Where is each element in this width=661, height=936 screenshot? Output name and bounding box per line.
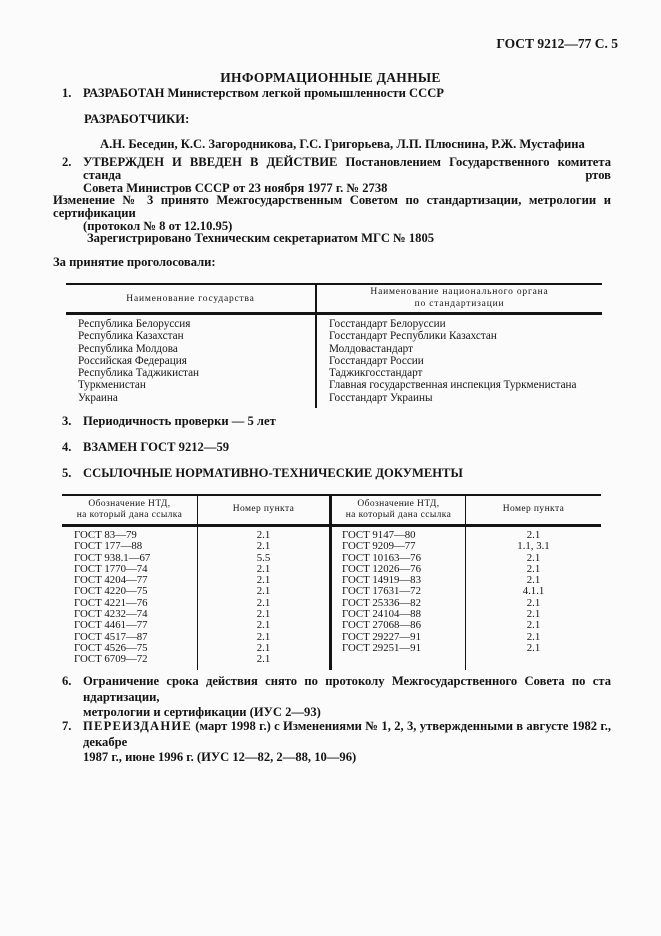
references-table-header bbox=[62, 496, 601, 527]
clause-cell: 2.1 bbox=[526, 551, 541, 564]
section-6-number: 6. bbox=[62, 674, 72, 688]
gost-cell: ГОСТ 4204—77 bbox=[62, 575, 198, 586]
votes-table-body bbox=[66, 315, 602, 408]
gost-cell: ГОСТ 24104—88 bbox=[332, 609, 466, 620]
org-cell: Госстандарт Украины bbox=[329, 391, 433, 404]
refs-header-ntd-left bbox=[62, 496, 198, 524]
section-3 bbox=[62, 414, 611, 430]
country-cell: Республика Молдова bbox=[66, 343, 317, 355]
votes-label: За принятие проголосовали: bbox=[53, 255, 216, 269]
references-table-body bbox=[62, 527, 601, 670]
refs-header-num-right bbox=[466, 496, 601, 524]
votes-header-org-line1: Наименование национального органа bbox=[370, 287, 549, 297]
references-table bbox=[62, 494, 601, 670]
gost-cell: ГОСТ 177—88 bbox=[62, 541, 198, 552]
registered-note: Зарегистрировано Техническим секретариатом МГС № 1805 bbox=[87, 231, 435, 245]
amendment-line2: (протокол № 8 от 12.10.95) bbox=[83, 218, 233, 233]
clause-cell: 2.1 bbox=[198, 609, 332, 620]
section-3-text: Периодичность проверки — 5 лет bbox=[83, 414, 276, 428]
section-7 bbox=[62, 719, 611, 766]
table-row bbox=[66, 379, 602, 391]
clause-cell: 2.1 bbox=[198, 632, 332, 643]
table-row bbox=[62, 620, 601, 631]
gost-cell: ГОСТ 9147—80 bbox=[332, 527, 466, 541]
section-6-line2: метрологии и сертификации (ИУС 2—93) bbox=[83, 705, 321, 719]
clause-cell: 2.1 bbox=[526, 641, 541, 654]
table-row bbox=[66, 343, 602, 355]
country-cell: Украина bbox=[66, 392, 317, 408]
clause-cell: 2.1 bbox=[198, 620, 332, 631]
gost-cell: ГОСТ 12026—76 bbox=[332, 564, 466, 575]
gost-cell: ГОСТ 29251—91 bbox=[332, 643, 466, 654]
clause-cell: 2.1 bbox=[526, 619, 541, 632]
table-row bbox=[66, 355, 602, 367]
section-4-text: ВЗАМЕН ГОСТ 9212—59 bbox=[83, 440, 230, 454]
section-5 bbox=[62, 466, 611, 482]
country-cell: Республика Казахстан bbox=[66, 330, 317, 342]
gost-cell: ГОСТ 4517—87 bbox=[62, 632, 198, 643]
section-4 bbox=[62, 440, 611, 456]
section-5-number: 5. bbox=[62, 466, 72, 480]
table-row bbox=[66, 367, 602, 379]
gost-cell: ГОСТ 27068—86 bbox=[332, 620, 466, 631]
section-4-number: 4. bbox=[62, 440, 72, 454]
section-7-line2: 1987 г., июне 1996 г. (ИУС 12—82, 2—88, 10—96) bbox=[83, 750, 357, 764]
table-row bbox=[62, 654, 601, 665]
org-cell: Главная государственная инспекция Туркменистана bbox=[329, 379, 577, 392]
clause-cell: 5.5 bbox=[198, 553, 332, 564]
developers-names: А.Н. Беседин, К.С. Загородникова, Г.С. Григорьева, Л.П. Плюснина, Р.Ж. Мустафина bbox=[100, 137, 585, 151]
refs-header-ntd-right-line1: Обозначение НТД, bbox=[357, 498, 440, 509]
org-cell: Молдовастандарт bbox=[329, 342, 414, 355]
section-2-line1: УТВЕРЖДЕН И ВВЕДЕН В ДЕЙСТВИЕ Постановлением Государственного комитета станда ртов bbox=[83, 155, 611, 182]
section-5-text: ССЫЛОЧНЫЕ НОРМАТИВНО-ТЕХНИЧЕСКИЕ ДОКУМЕНТЫ bbox=[83, 466, 463, 480]
org-cell: Таджикгосстандарт bbox=[329, 367, 423, 380]
section-3-number: 3. bbox=[62, 414, 72, 428]
org-cell: Госстандарт Белоруссии bbox=[329, 318, 446, 330]
section-1-number: 1. bbox=[62, 86, 72, 100]
gost-cell: ГОСТ 9209—77 bbox=[332, 541, 466, 552]
clause-cell: 2.1 bbox=[198, 564, 332, 575]
section-7-line1-rest: (март 1998 г.) с Изменениями № 1, 2, 3, утвержденными в августе 1982 г., декабре bbox=[83, 719, 611, 749]
clause-cell: 2.1 bbox=[198, 643, 332, 654]
votes-table-header bbox=[66, 285, 602, 315]
clause-cell: 2.1 bbox=[526, 596, 541, 609]
clause-cell: 2.1 bbox=[526, 529, 541, 541]
section-7-line1 bbox=[83, 719, 611, 750]
table-row bbox=[66, 392, 602, 404]
gost-cell: ГОСТ 29227—91 bbox=[332, 632, 466, 643]
clause-cell: 4.1.1 bbox=[522, 585, 545, 598]
gost-cell bbox=[332, 654, 466, 669]
refs-header-ntd-right-line2: на который дана ссылка bbox=[345, 510, 452, 520]
section-1 bbox=[62, 86, 611, 102]
refs-header-ntd-right bbox=[332, 496, 466, 524]
org-cell: Госстандарт Республики Казахстан bbox=[329, 330, 497, 343]
gost-cell: ГОСТ 4221—76 bbox=[62, 598, 198, 609]
gost-cell: ГОСТ 83—79 bbox=[62, 527, 198, 541]
gost-cell: ГОСТ 6709—72 bbox=[62, 654, 198, 669]
votes-table bbox=[66, 283, 602, 408]
amendment-line1: Изменение № 3 принято Межгосударственным Советом по стандартизации, метрологии и сертификации bbox=[53, 193, 611, 220]
page-title: ИНФОРМАЦИОННЫЕ ДАННЫЕ bbox=[220, 70, 441, 85]
votes-header-org-line2: по стандартизации bbox=[414, 298, 505, 309]
gost-cell: ГОСТ 25336—82 bbox=[332, 598, 466, 609]
clause-cell: 1.1, 3.1 bbox=[517, 540, 550, 553]
section-2-line2: Совета Министров СССР от 23 ноября 1977 г. № 2738 bbox=[83, 180, 388, 195]
section-6 bbox=[62, 674, 611, 721]
amendment-note bbox=[53, 194, 611, 232]
gost-cell: ГОСТ 4220—75 bbox=[62, 586, 198, 597]
clause-cell bbox=[466, 654, 601, 669]
gost-cell: ГОСТ 4461—77 bbox=[62, 620, 198, 631]
votes-header-org bbox=[317, 285, 602, 312]
section-6-line1: Ограничение срока действия снято по протоколу Межгосударственного Совета по ста ндартизации, bbox=[83, 674, 611, 704]
clause-cell: 2.1 bbox=[198, 527, 332, 541]
gost-cell: ГОСТ 4232—74 bbox=[62, 609, 198, 620]
table-row bbox=[66, 318, 602, 330]
gost-cell: ГОСТ 4526—75 bbox=[62, 643, 198, 654]
country-cell: Туркменистан bbox=[66, 379, 317, 391]
clause-cell: 2.1 bbox=[526, 608, 541, 621]
country-cell: Республика Таджикистан bbox=[66, 367, 317, 379]
clause-cell: 2.1 bbox=[198, 586, 332, 597]
refs-header-num-right-text: Номер пункта bbox=[502, 504, 565, 515]
section-2 bbox=[62, 156, 611, 194]
country-cell: Российская Федерация bbox=[66, 355, 317, 367]
refs-header-num-left-text: Номер пункта bbox=[232, 504, 295, 515]
doc-reference: ГОСТ 9212—77 С. 5 bbox=[496, 36, 618, 51]
refs-header-ntd-left-line1: Обозначение НТД, bbox=[88, 498, 171, 509]
section-1-text: РАЗРАБОТАН Министерством легкой промышленности СССР bbox=[83, 86, 444, 100]
clause-cell: 2.1 bbox=[526, 574, 541, 587]
table-row bbox=[66, 330, 602, 342]
org-cell: Госстандарт России bbox=[329, 354, 424, 367]
section-2-number: 2. bbox=[62, 155, 72, 169]
gost-cell: ГОСТ 14919—83 bbox=[332, 575, 466, 586]
country-cell: Республика Белоруссия bbox=[66, 315, 317, 330]
refs-header-ntd-left-line2: на который дана ссылка bbox=[76, 510, 183, 520]
clause-cell: 2.1 bbox=[198, 541, 332, 552]
clause-cell: 2.1 bbox=[198, 575, 332, 586]
clause-cell: 2.1 bbox=[198, 654, 332, 669]
gost-cell: ГОСТ 938.1—67 bbox=[62, 553, 198, 564]
gost-cell: ГОСТ 17631—72 bbox=[332, 586, 466, 597]
table-row bbox=[62, 541, 601, 552]
reissue-word: ПЕРЕИЗДАНИЕ bbox=[83, 719, 192, 733]
gost-cell: ГОСТ 1770—74 bbox=[62, 564, 198, 575]
developers-label: РАЗРАБОТЧИКИ: bbox=[84, 112, 190, 126]
refs-header-num-left bbox=[198, 496, 332, 524]
section-7-number: 7. bbox=[62, 719, 72, 733]
votes-header-country: Наименование государства bbox=[66, 285, 317, 312]
gost-cell: ГОСТ 10163—76 bbox=[332, 553, 466, 564]
clause-cell: 2.1 bbox=[198, 598, 332, 609]
clause-cell: 2.1 bbox=[526, 630, 541, 643]
clause-cell: 2.1 bbox=[526, 562, 541, 575]
